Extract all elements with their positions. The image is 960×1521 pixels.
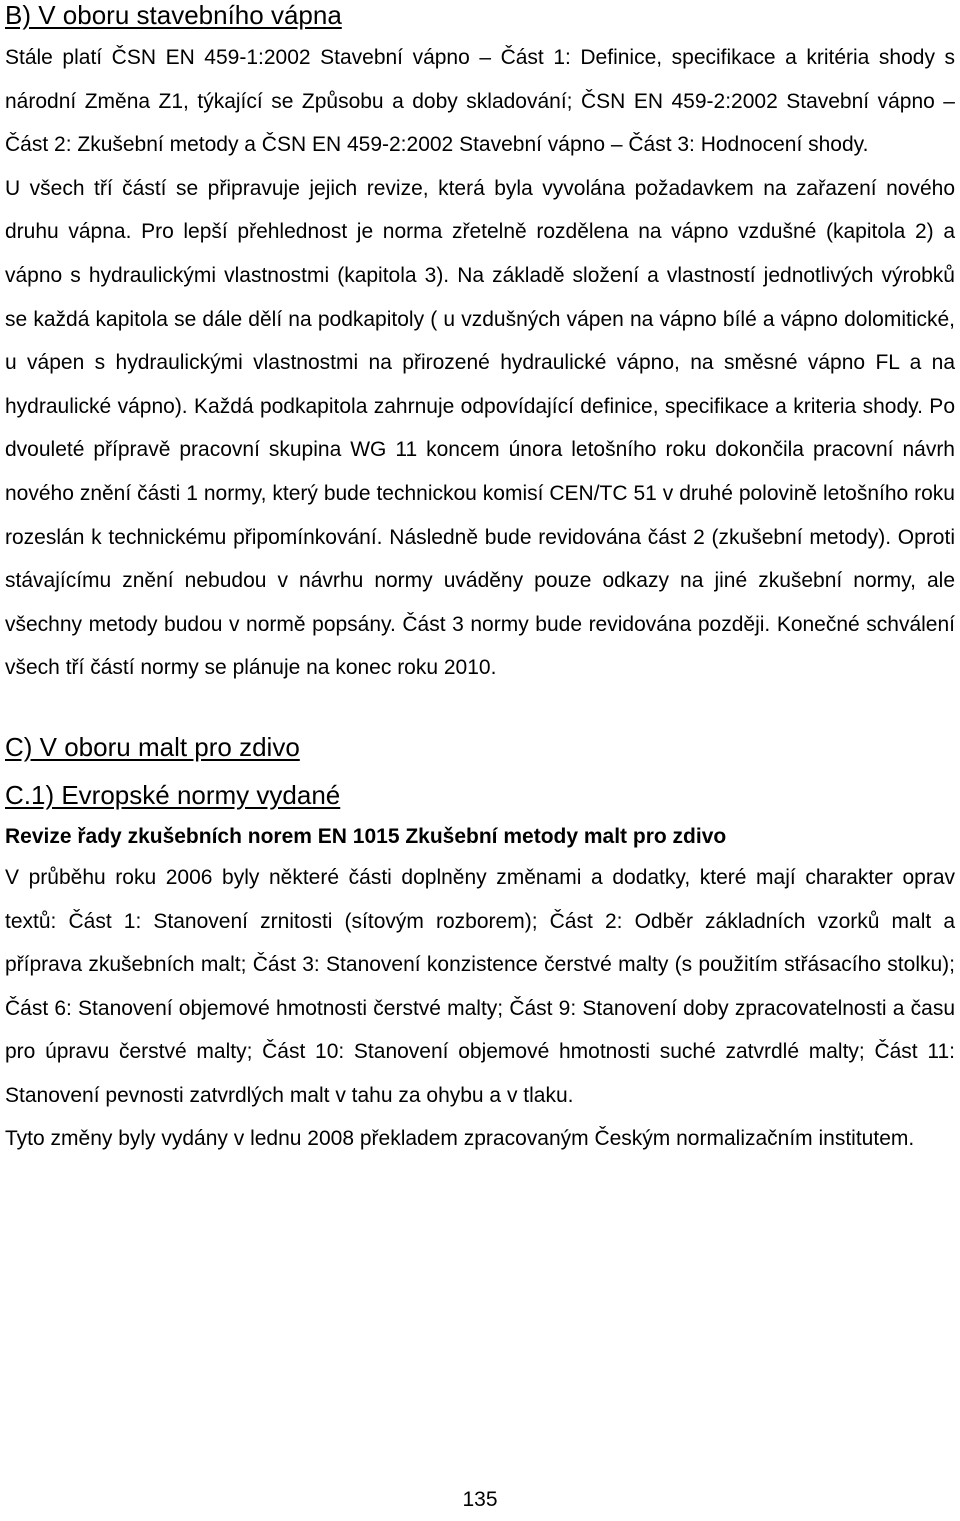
page-content	[5, 0, 955, 1161]
section-c-paragraph-1: V průběhu roku 2006 byly některé části doplněny změnami a dodatky, které mají charakter oprav textů: Část 1: Stanovení zrnitosti (sítovým rozborem); Část 2: Odběr základních vzorků malt a příprava zkušebních malt; Část 3: Stanovení konzistence čerstvé malty (s použitím střásacího stolku); Část 6: Stanovení objemové hmotnosti čerstvé malty; Část 9: Stanovení doby zpracovatelnosti a času pro úpravu čerstvé malty; Část 10: Stanovení objemové hmotnosti suché zatvrdlé malty; Část 11: Stanovení pevnosti zatvrdlých malt v tahu za ohybu a v tlaku.	[5, 865, 955, 1107]
section-c-paragraph-2: Tyto změny byly vydány v lednu 2008 překladem zpracovaným Českým normalizačním institutem.	[5, 1127, 915, 1151]
section-c-heading: C) V oboru malt pro zdivo	[5, 731, 300, 762]
section-b-paragraph-1: Stále platí ČSN EN 459-1:2002 Stavební vápno – Část 1: Definice, specifikace a kritéria shody s národní Změna Z1, týkající se Způsobu a doby skladování; ČSN EN 459-2:2002 Stavební vápno – Část 2: Zkušební metody a ČSN EN 459-2:2002 Stavební vápno – Část 3: Hodnocení shody.	[5, 46, 955, 157]
section-b-heading: B) V oboru stavebního vápna	[5, 0, 342, 30]
section-c1-subheading: C.1) Evropské normy vydané	[5, 779, 341, 810]
spacer	[5, 690, 955, 732]
section-b-paragraph-2: U všech tří částí se připravuje jejich revize, která byla vyvolána požadavkem na zařazení nového druhu vápna. Pro lepší přehlednost je norma zřetelně rozdělena na vápno vzdušné (kapitola 2) a vápno s hydraulickými vlastnostmi (kapitola 3). Na základě složení a vlastností jednotlivých výrobků se každá kapitola se dále dělí na podkapitoly ( u vzdušných vápen na vápno bílé a vápno dolomitické, u vápen s hydraulickými vlastnostmi na přirozené hydraulické vápno, na směsné vápno FL a na hydraulické vápno). Každá podkapitola zahrnuje odpovídající definice, specifikace a kriteria shody. Po dvouleté přípravě pracovní skupina WG 11 koncem února letošního roku dokončila pracovní návrh nového znění části 1 normy, který bude technickou komisí CEN/TC 51 v druhé polovině letošního roku rozeslán k technickému připomínkování. Následně bude revidována část 2 (zkušební metody). Oproti stávajícímu znění nebudou v návrhu normy uváděny pouze odkazy na jiné zkušební normy, ale všechny metody budou v normě popsány. Část 3 normy bude revidována později. Konečné schválení všech tří částí normy se plánuje na konec roku 2010.	[5, 176, 955, 680]
en-1015-title: Revize řady zkušebních norem EN 1015 Zkušební metody malt pro zdivo	[5, 824, 727, 848]
page-number: 135	[462, 1488, 498, 1511]
